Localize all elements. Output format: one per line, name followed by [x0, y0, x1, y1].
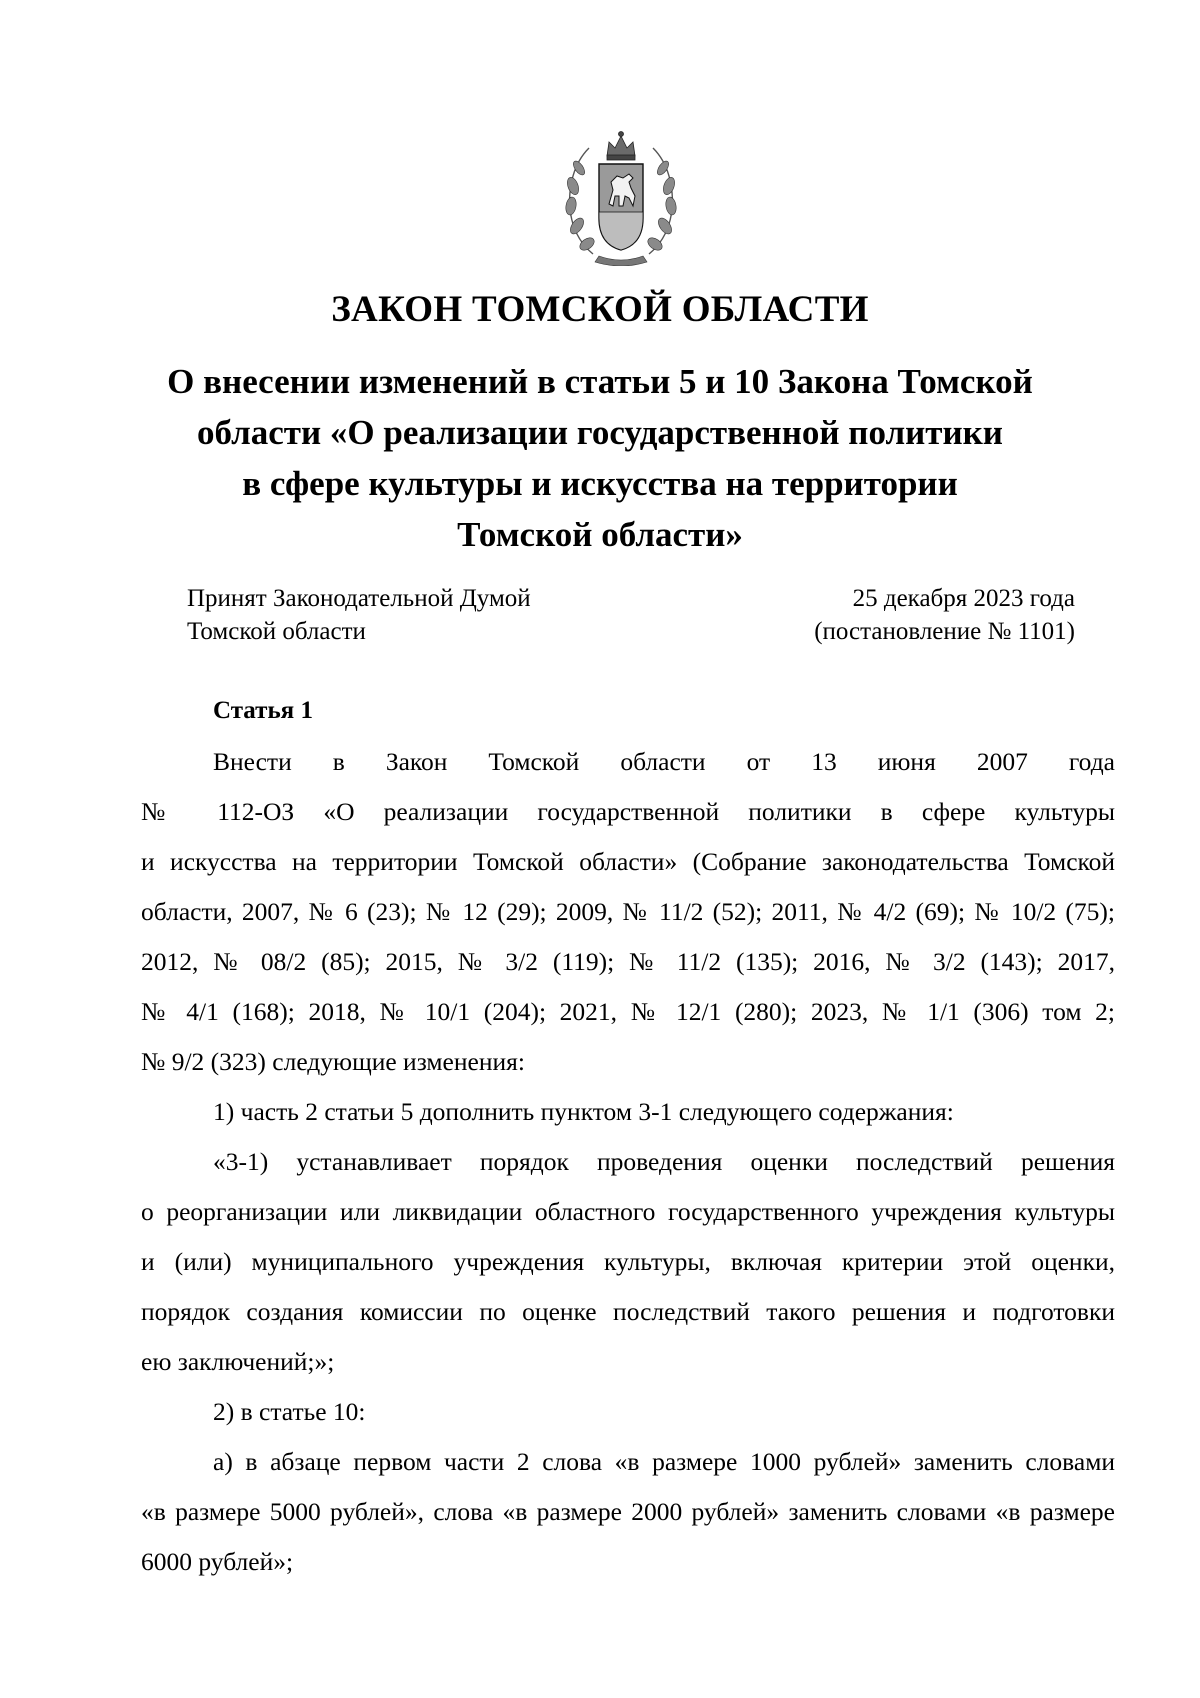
paragraph-line: ею заключений;»;: [141, 1347, 335, 1376]
subtitle-line: Томской области»: [457, 515, 743, 554]
paragraph-line: о реорганизации или ликвидации областного государственного учреждения культуры: [141, 1197, 1115, 1226]
article-paragraph: 1) часть 2 статьи 5 дополнить пунктом 3-1 следующего содержания:: [213, 1097, 954, 1126]
article-paragraph: [141, 737, 1115, 1087]
adopted-by-line: Томской области: [187, 618, 366, 645]
article-body: [141, 737, 1115, 1587]
paragraph-line: «3-1) устанавливает порядок проведения оценки последствий решения: [213, 1147, 1115, 1176]
law-title: ЗАКОН ТОМСКОЙ ОБЛАСТИ: [331, 289, 869, 330]
paragraph-line: № 112-ОЗ «О реализации государственной политики в сфере культуры: [141, 797, 1115, 826]
subtitle-line: в сфере культуры и искусства на территории: [242, 464, 958, 503]
paragraph-line: области, 2007, № 6 (23); № 12 (29); 2009, № 11/2 (52); 2011, № 4/2 (69); № 10/2 (75);: [141, 897, 1115, 926]
paragraph-line: Внести в Закон Томской области от 13 июня 2007 года: [213, 747, 1115, 776]
adopted-by: [187, 582, 531, 648]
coat-of-arms-icon: [563, 126, 679, 266]
paragraph-line: и (или) муниципального учреждения культуры, включая критерии этой оценки,: [141, 1247, 1115, 1276]
paragraph-line: № 4/1 (168); 2018, № 10/1 (204); 2021, № 12/1 (280); 2023, № 1/1 (306) том 2;: [141, 997, 1115, 1026]
paragraph-line: № 9/2 (323) следующие изменения:: [141, 1047, 525, 1076]
adopted-by-line: Принят Законодательной Думой: [187, 585, 531, 612]
resolution-number: (постановление № 1101): [814, 618, 1075, 645]
law-subtitle: [150, 356, 1050, 560]
article-heading: Статья 1: [213, 697, 313, 724]
article-paragraph: [141, 1437, 1115, 1587]
paragraph-line: порядок создания комиссии по оценке последствий такого решения и подготовки: [141, 1297, 1115, 1326]
paragraph-line: а) в абзаце первом части 2 слова «в размере 1000 рублей» заменить словами: [213, 1447, 1115, 1476]
adoption-date-block: [814, 582, 1075, 648]
paragraph-line: 2012, № 08/2 (85); 2015, № 3/2 (119); № 11/2 (135); 2016, № 3/2 (143); 2017,: [141, 947, 1115, 976]
paragraph-line: и искусства на территории Томской области» (Собрание законодательства Томской: [141, 847, 1115, 876]
paragraph-line: «в размере 5000 рублей», слова «в размере 2000 рублей» заменить словами «в размере: [141, 1497, 1115, 1526]
adoption-date: 25 декабря 2023 года: [852, 585, 1075, 612]
subtitle-line: О внесении изменений в статьи 5 и 10 Закона Томской: [167, 362, 1033, 401]
paragraph-line: 6000 рублей»;: [141, 1547, 294, 1576]
article-paragraph: [141, 1137, 1115, 1387]
subtitle-line: области «О реализации государственной политики: [197, 413, 1003, 452]
article-paragraph: 2) в статье 10:: [213, 1397, 366, 1426]
